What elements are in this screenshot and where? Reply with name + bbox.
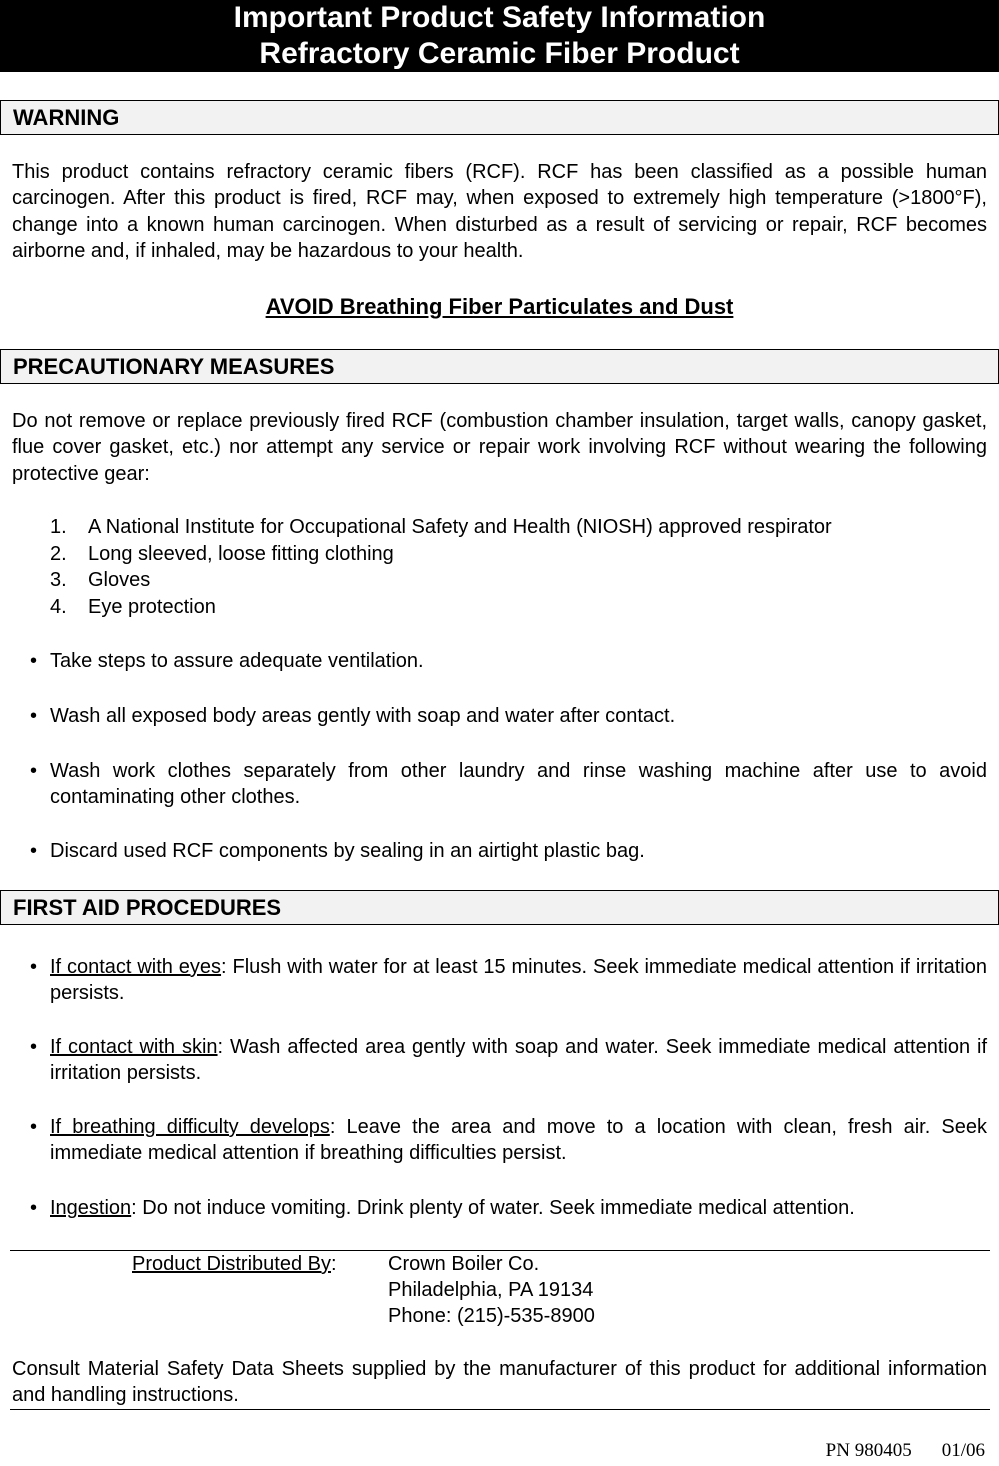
divider [10,1409,990,1410]
first-aid-label: If breathing difficulty develops [50,1116,330,1138]
distributor-label [132,1251,337,1277]
label-colon: : [330,1253,337,1275]
footer-part-number [826,1440,985,1462]
title-line-2: Refractory Ceramic Fiber Product [259,37,740,70]
item-text: A National Institute for Occupational Safety and Health (NIOSH) approved respirator [88,516,832,538]
bullet-icon: • [30,956,38,978]
gear-item [50,567,832,594]
item-text: Eye protection [88,595,216,618]
item-number: 3. [50,569,67,591]
first-aid-item [30,1195,987,1221]
first-aid-label: If contact with eyes [50,956,222,978]
bullet-icon: • [30,760,38,782]
item-number: 2. [50,542,67,565]
gear-item [50,594,832,621]
precaution-bullet [30,838,987,864]
gear-item [50,541,832,568]
item-number: 4. [50,595,67,618]
distributor-phone: Phone: (215)-535-8900 [388,1305,595,1327]
warning-paragraph: This product contains refractory ceramic fibers (RCF). RCF has been classified as a possible human carcinogen. After this product is fired, RCF may, when exposed to extremely high temperature (>1800°F), change into a known human carcinogen. When disturbed as a result of servicing or repair, RCF becomes airborne and, if inhaled, may be hazardous to your health. [12,161,987,263]
first-aid-item [30,1114,987,1167]
distributor-city: Philadelphia, PA 19134 [388,1279,594,1301]
first-aid-label: Ingestion [50,1197,132,1219]
bullet-icon: • [30,1197,38,1219]
section-heading: WARNING [13,105,120,130]
section-header-first-aid [0,890,999,925]
bullet-icon: • [30,650,38,672]
consult-paragraph: Consult Material Safety Data Sheets supplied by the manufacturer of this product for additional information and handling instructions. [12,1358,987,1407]
bullet-icon: • [30,705,38,727]
first-aid-text: : Leave the area and move to a location with clean, fresh air. Seek immediate medical attention if breathing difficulties persist. [50,1116,987,1165]
item-text: Long sleeved, loose fitting clothing [88,542,394,565]
revision-date: 01/06 [941,1440,985,1461]
distributor-info [388,1251,595,1329]
document-title-banner [0,0,999,72]
first-aid-label: If contact with skin [50,1036,218,1058]
gear-item [50,514,832,541]
avoid-heading: AVOID Breathing Fiber Particulates and Dust [265,294,734,319]
bullet-text: Wash all exposed body areas gently with soap and water after contact. [50,705,676,727]
bullet-text: Wash work clothes separately from other laundry and rinse washing machine after use to avoid contaminating other clothes. [50,760,987,809]
item-number: 1. [50,516,67,538]
section-heading: FIRST AID PROCEDURES [13,895,282,920]
section-header-precautions [0,349,999,384]
precaution-bullet [30,648,987,674]
first-aid-text: : Wash affected area gently with soap and water. Seek immediate medical attention if irritation persists. [50,1036,987,1085]
label-text: Product Distributed By [132,1253,331,1275]
first-aid-text: : Do not induce vomiting. Drink plenty of water. Seek immediate medical attention. [131,1197,855,1219]
precautions-intro: Do not remove or replace previously fired RCF (combustion chamber insulation, target walls, canopy gasket, flue cover gasket, etc.) nor attempt any service or repair work involving RCF without wearing the following protective gear: [12,410,987,485]
item-text: Gloves [88,569,151,591]
first-aid-text: : Flush with water for at least 15 minutes. Seek immediate medical attention if irritation persists. [50,956,987,1005]
bullet-icon: • [30,840,38,862]
bullet-icon: • [30,1036,38,1058]
bullet-text: Discard used RCF components by sealing in an airtight plastic bag. [50,840,645,862]
distributor-name: Crown Boiler Co. [388,1253,540,1275]
gear-list [50,514,832,620]
bullet-icon: • [30,1116,38,1138]
precaution-bullet [30,703,987,729]
first-aid-item [30,954,987,1007]
section-header-warning [0,100,999,135]
section-heading: PRECAUTIONARY MEASURES [13,354,335,379]
part-number: PN 980405 [825,1440,912,1461]
precaution-bullet [30,758,987,811]
bullet-text: Take steps to assure adequate ventilation. [50,650,424,672]
title-line-1: Important Product Safety Information [233,1,766,34]
first-aid-item [30,1034,987,1087]
